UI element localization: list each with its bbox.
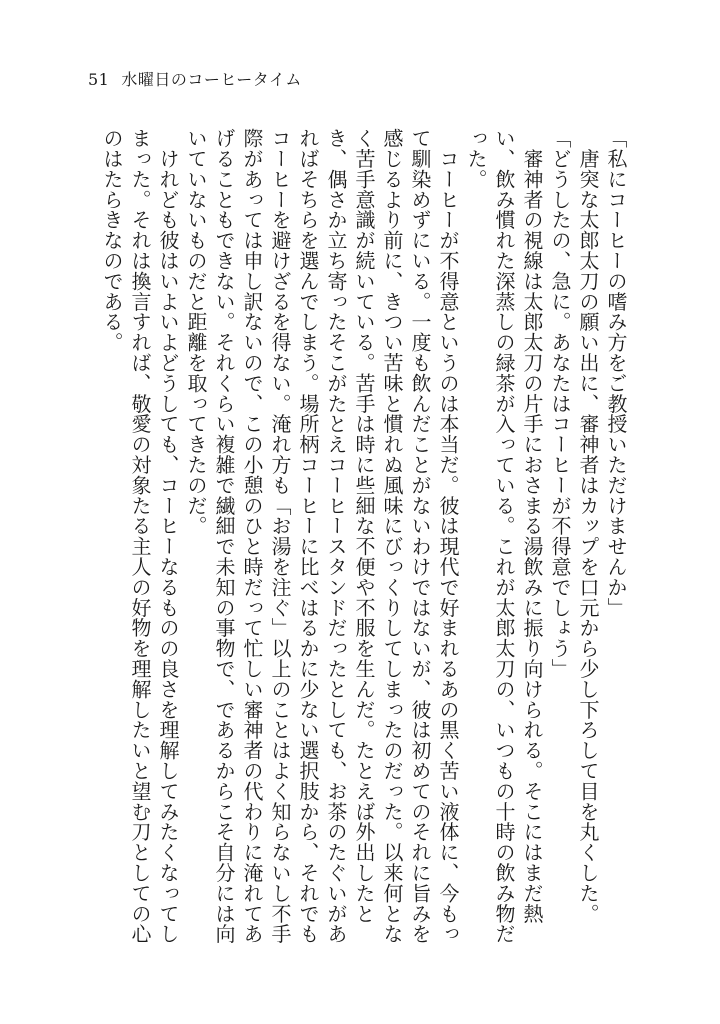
paragraph-1: 「私にコーヒーの嗜み方をご教授いただけませんか」 bbox=[604, 128, 628, 618]
page-number: 51 bbox=[88, 70, 110, 89]
page-header bbox=[88, 67, 302, 90]
paragraph-6: けれども彼はいよいよどうしても、コーヒーなるものの良さを理解してみたくなってしまった。それは換言すれば、敬愛の対象たる主人の好物を理解したいと望む刀としての心のはたらきなのである。 bbox=[100, 128, 180, 944]
paragraph-3: 「どうしたの、急に。あなたはコーヒーが不得意でしょう」 bbox=[548, 128, 572, 679]
paragraph-4: 審神者の視線は太郎太刀の片手におさまる湯飲みに振り向けられる。そこにはまだ熱い、飲み慣れた深蒸しの緑茶が入っている。これが太郎太刀の、いつもの十時の飲み物だった。 bbox=[464, 128, 544, 944]
paragraph-5: コーヒーが不得意というのは本当だ。彼は現代で好まれるあの黒く苦い液体に、今もって馴染めずにいる。一度も飲んだことがないわけではないが、彼は初めてのそれに旨みを感じるより前に、きつい苦味と慣れぬ風味にびっくりしてしまったのだった。以来何となく苦手意識が続いている。苦手は時に些細な不便や不服を生んだ。たとえば外出したとき、偶さか立ち寄ったそこがたとえコーヒースタンドだったとしても、お茶のたぐいがあればそちらを選んでしまう。場所柄コーヒーに比べはるかに少ない選択肢から、それでもコーヒーを避けざるを得ない。淹れ方も「お湯を注ぐ」以上のことはよく知らないし不手際があっては申し訳ないので、この小憩のひと時だって忙しい審神者の代わりに淹れてあげることもできない。それくらい複雑で繊細で未知の事物で、であるからこそ自分には向いていないものだと距離を取ってきたのだ。 bbox=[184, 128, 460, 944]
running-title: 水曜日のコーヒータイム bbox=[121, 70, 302, 89]
paragraph-2: 唐突な太郎太刀の願い出に、審神者はカップを口元から少し下ろして目を丸くした。 bbox=[576, 128, 600, 924]
vertical-body-text bbox=[98, 128, 630, 948]
